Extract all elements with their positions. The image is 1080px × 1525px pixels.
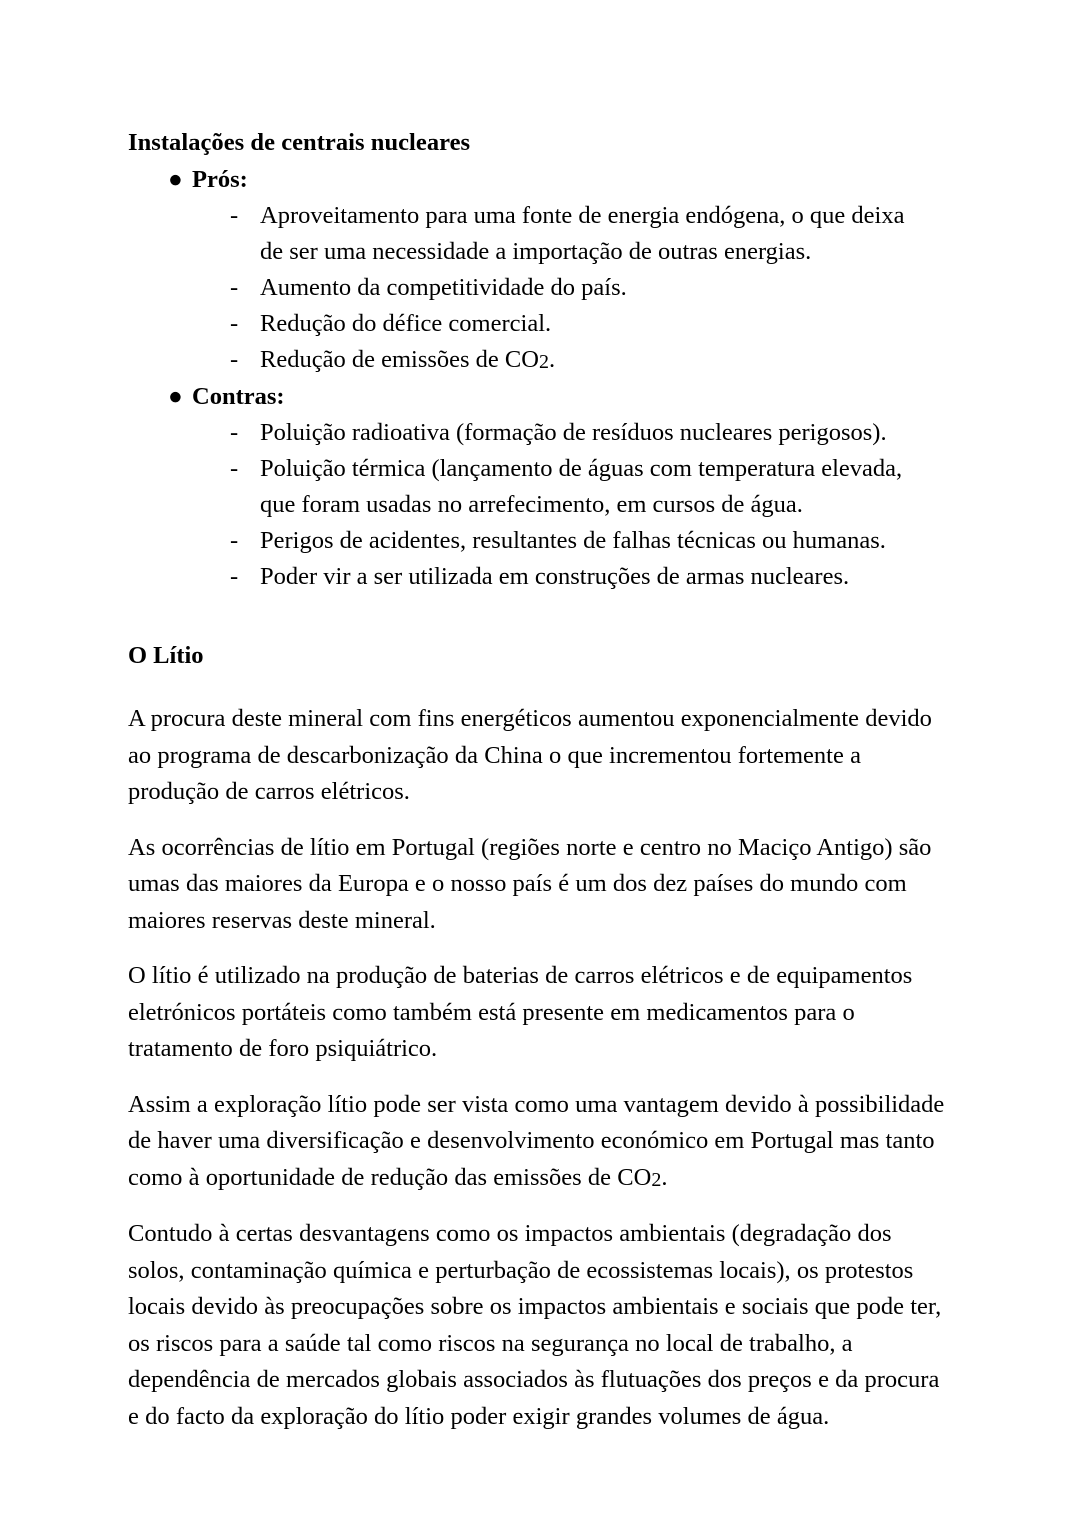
paragraph-4 — [128, 1087, 952, 1198]
paragraph-spacer — [128, 1068, 952, 1087]
list-item — [192, 451, 952, 523]
paragraph-spacer — [128, 811, 952, 830]
list-item — [192, 198, 952, 270]
section-spacer — [128, 595, 952, 639]
dash-icon: - — [230, 527, 239, 554]
list-item-line: de ser uma necessidade a importação de outras energias. — [260, 238, 812, 265]
document-content — [128, 126, 952, 1435]
dash-icon: - — [230, 346, 239, 373]
paragraph-3: O lítio é utilizado na produção de baterias de carros elétricos e de equipamentos eletrónicos portáteis como também está presente em medicamentos para o tratamento de foro psiquiátrico. — [128, 962, 913, 1062]
list-item-line: que foram usadas no arrefecimento, em cursos de água. — [260, 491, 803, 518]
section-heading-nuclear: Instalações de centrais nucleares — [128, 129, 471, 156]
list-item-contras — [128, 379, 952, 595]
list-item-line-co2 — [260, 342, 952, 379]
pros-label: Prós: — [192, 166, 248, 193]
pros-contras-list — [128, 162, 952, 595]
dash-icon: - — [230, 563, 239, 590]
co2-subscript: 2 — [538, 351, 549, 373]
dash-icon: - — [230, 202, 239, 229]
section-heading-litio: O Lítio — [128, 642, 204, 669]
dash-icon: - — [230, 455, 239, 482]
list-item-line: Poluição radioativa (formação de resíduos nucleares perigosos). — [260, 419, 887, 446]
list-item-line: Perigos de acidentes, resultantes de falhas técnicas ou humanas. — [260, 527, 886, 554]
paragraph-2: As ocorrências de lítio em Portugal (regiões norte e centro no Maciço Antigo) são umas das maiores da Europa e o nosso país é um dos dez países do mundo com maiores reservas deste mineral. — [128, 833, 932, 934]
paragraph-spacer — [128, 939, 952, 958]
list-item — [192, 270, 952, 306]
list-item — [192, 306, 952, 342]
list-item-pros — [128, 162, 952, 379]
co2-subscript: 2 — [651, 1168, 662, 1191]
list-item-line: Poder vir a ser utilizada em construções de armas nucleares. — [260, 563, 850, 590]
co2-text-prefix: Redução de emissões de CO — [260, 346, 539, 373]
paragraph-spacer — [128, 1197, 952, 1216]
bullet-icon: ● — [168, 383, 183, 410]
dash-icon: - — [230, 274, 239, 301]
contras-sublist — [192, 415, 952, 595]
dash-icon: - — [230, 419, 239, 446]
list-item — [192, 415, 952, 451]
paragraph-4-suffix: . — [661, 1163, 668, 1191]
dash-icon: - — [230, 310, 239, 337]
list-item — [192, 523, 952, 559]
list-item-line: Redução do défice comercial. — [260, 310, 552, 337]
list-item-line: Aproveitamento para uma fonte de energia endógena, o que deixa — [260, 202, 905, 229]
list-item-line: Poluição térmica (lançamento de águas com temperatura elevada, — [260, 455, 903, 482]
co2-text-suffix: . — [548, 346, 556, 373]
list-item — [192, 559, 952, 595]
heading-spacer — [128, 673, 952, 701]
paragraph-5: Contudo à certas desvantagens como os impactos ambientais (degradação dos solos, contaminação química e perturbação de ecossistemas locais), os protestos locais devido às preocupações sobre os impactos ambientais e sociais que pode ter, os riscos para a saúde tal como riscos na segurança no local de trabalho, a dependência de mercados globais associados às flutuações dos preços e da procura e do facto da exploração do lítio poder exigir grandes volumes de água. — [128, 1220, 942, 1430]
pros-sublist — [192, 198, 952, 379]
list-item — [192, 342, 952, 379]
paragraph-4-prefix: Assim a exploração lítio pode ser vista como uma vantagem devido à possibilidade de haver uma diversificação e desenvolvimento económico em Portugal mas tanto como à oportunidade de redução das emissões de CO — [128, 1090, 945, 1191]
contras-label: Contras: — [192, 383, 285, 410]
list-item-line: Aumento da competitividade do país. — [260, 274, 627, 301]
paragraph-1: A procura deste mineral com fins energéticos aumentou exponencialmente devido ao programa de descarbonização da China o que incrementou fortemente a produção de carros elétricos. — [128, 705, 932, 805]
bullet-icon: ● — [168, 166, 183, 193]
